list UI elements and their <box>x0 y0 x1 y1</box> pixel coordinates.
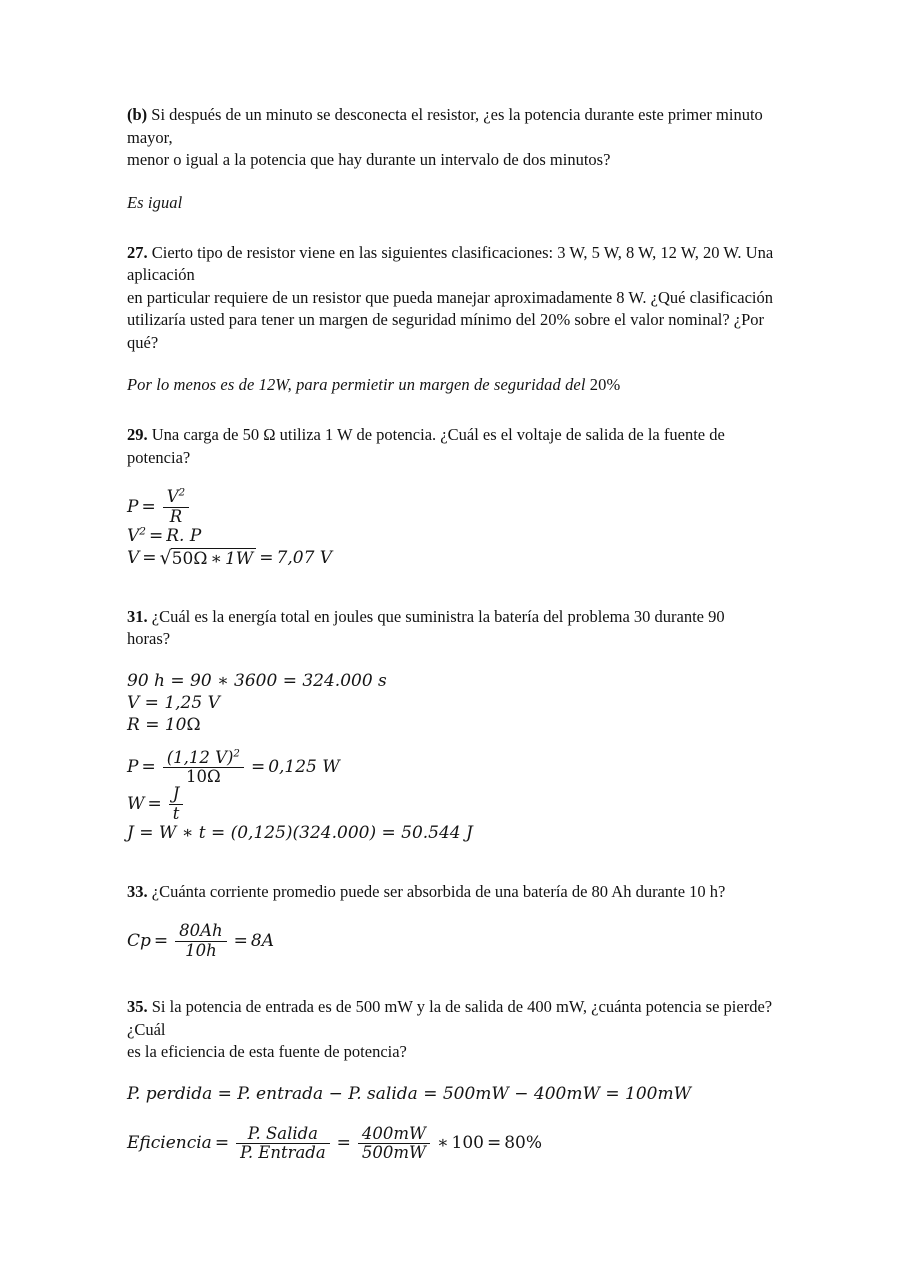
eq35-2-multiply: ∗ <box>436 1133 449 1154</box>
question-33 <box>127 881 779 904</box>
eq33-1-equals: = <box>153 930 169 951</box>
eq29-1-equals: = <box>141 496 156 517</box>
question-b <box>127 104 779 172</box>
eq29-1-num-exponent: 2 <box>178 487 186 499</box>
radical-sign: √ <box>159 546 172 569</box>
question-31-line1: ¿Cuál es la energía total en joules que suministra la batería del problema 30 durante 90 <box>147 606 725 626</box>
question-35-line2: es la eficiencia de esta fuente de potencia? <box>127 1042 407 1061</box>
eq29-3-equals2: = <box>259 547 274 568</box>
eq31-4-num-text: (1,12 V) <box>166 747 234 767</box>
eq35-2-equals: = <box>214 1133 230 1154</box>
question-35-line1: Si la potencia de entrada es de 500 mW y la de salida de 400 mW, ¿cuánta potencia se pierde? ¿Cuál <box>127 997 773 1039</box>
eq31-5-equals: = <box>147 793 162 814</box>
question-29-number: 29. <box>127 425 148 444</box>
equation-31-2 <box>127 693 779 715</box>
answer-b: Es igual <box>127 192 183 212</box>
equation-35-1 <box>127 1084 779 1106</box>
eq29-2-rhs: R. P <box>166 525 202 546</box>
eq31-6-text: J = W ∗ t = (0,125)(324.000) = 50.544 J <box>127 823 473 844</box>
equation-29-1 <box>127 489 779 526</box>
eq29-1-numerator <box>163 489 189 507</box>
eq29-3-equals: = <box>142 547 157 568</box>
eq29-3-radicand <box>171 548 257 570</box>
eq29-3-result: 7,07 V <box>276 547 333 568</box>
equation-35-group-2 <box>127 1123 779 1163</box>
eq35-2-fraction-1 <box>236 1123 330 1163</box>
question-33-number: 33. <box>127 881 148 901</box>
eq29-1-num-var: V <box>166 487 179 506</box>
eq31-4-den-num: 10 <box>185 767 207 787</box>
eq31-5-lhs: W <box>127 793 145 814</box>
answer-27-mid: , para permietir un margen de seguridad del <box>287 375 590 394</box>
eq35-1-text: P. perdida = P. entrada − P. salida = 500mW − 400mW = 100mW <box>127 1083 692 1104</box>
eq29-1-denominator: R <box>163 507 189 526</box>
answer-27-pre: Por lo menos es de <box>127 375 259 394</box>
equation-35-2 <box>127 1123 779 1163</box>
eq31-4-numerator <box>163 747 244 768</box>
ohm-symbol: Ω <box>193 548 208 569</box>
eq33-1-equals2: = <box>233 930 248 951</box>
question-31-line2: horas? <box>127 629 171 649</box>
equation-31-3 <box>127 715 779 737</box>
document-content <box>127 104 779 1162</box>
eq35-2-equals2: = <box>336 1133 351 1154</box>
eq35-2-result: 80% <box>504 1133 543 1154</box>
question-35 <box>127 996 779 1064</box>
eq31-5-numerator: J <box>172 784 180 804</box>
eq35-2-numerator-2: 400mW <box>361 1123 426 1143</box>
eq29-3-rad-a: 50 <box>171 548 194 569</box>
eq31-3-text: R = 10 <box>127 714 187 735</box>
answer-27-value1: 12W <box>258 375 288 394</box>
equation-31-group-b <box>127 747 779 845</box>
question-35-number: 35. <box>127 997 148 1016</box>
eq31-4-lhs: P <box>127 757 139 778</box>
eq35-2-denominator-2: 500mW <box>358 1143 430 1162</box>
eq31-4-num-exponent: 2 <box>233 748 240 760</box>
equation-29-3 <box>127 548 779 570</box>
equation-31-6 <box>127 823 779 845</box>
eq33-1-numerator: 80Ah <box>179 921 223 941</box>
question-29-line2: potencia? <box>127 447 191 467</box>
eq29-2-lhs <box>127 527 146 547</box>
equation-31-group-a <box>127 671 779 737</box>
question-b-label: (b) <box>127 105 148 124</box>
eq29-3-rad-b: 1W <box>224 548 254 569</box>
eq33-1-denominator: 10h <box>175 941 227 960</box>
question-31-number: 31. <box>127 606 148 626</box>
eq29-2-lhs-exponent: 2 <box>139 525 146 538</box>
equation-31-1 <box>127 671 779 693</box>
eq31-4-result: 0,125 W <box>268 757 340 778</box>
eq29-3-lhs: V <box>127 547 140 568</box>
equation-33-group <box>127 923 779 960</box>
eq29-3-rad-op: ∗ <box>210 548 222 569</box>
question-b-line2: mayor, <box>127 127 173 147</box>
eq35-2-lhs: Eficiencia <box>127 1133 212 1154</box>
equation-33-1 <box>127 923 779 960</box>
eq33-1-lhs: Cp <box>127 930 151 951</box>
eq33-1-fraction <box>175 923 227 960</box>
equation-29-2 <box>127 526 779 548</box>
eq31-4-equals2: = <box>250 757 266 778</box>
eq35-2-factor: 100 <box>451 1133 484 1154</box>
eq31-4-fraction <box>163 747 244 787</box>
question-b-line3: menor o igual a la potencia que hay durante un intervalo de dos minutos? <box>127 150 611 169</box>
answer-27-value2: 20% <box>589 375 621 394</box>
question-27-number: 27. <box>127 242 148 262</box>
ohm-symbol: Ω <box>186 714 201 735</box>
eq35-2-numerator-1: P. Salida <box>247 1123 318 1143</box>
question-33-line1: ¿Cuánta corriente promedio puede ser absorbida de una batería de 80 Ah durante 10 h? <box>147 881 726 901</box>
question-27-line2: en particular requiere de un resistor que pueda manejar aproximadamente 8 W. ¿Qué clasificación <box>127 287 773 307</box>
eq35-2-fraction-2 <box>358 1123 430 1163</box>
eq29-1-lhs: P <box>127 496 139 517</box>
question-27-line3: utilizaría usted para tener un margen de seguridad mínimo del 20% sobre el valor nominal? ¿Por qué? <box>127 310 765 352</box>
eq31-5-denominator: t <box>169 804 184 823</box>
question-b-line1: Si después de un minuto se desconecta el resistor, ¿es la potencia durante este primer minuto <box>147 105 763 124</box>
eq31-1-text: 90 h = 90 ∗ 3600 = 324.000 s <box>127 670 387 691</box>
question-29 <box>127 424 779 469</box>
eq29-1-fraction <box>163 489 189 526</box>
eq35-2-equals3: = <box>486 1133 502 1154</box>
eq29-2-lhs-var: V <box>127 525 140 546</box>
question-27-line1: Cierto tipo de resistor viene en las siguientes clasificaciones: 3 W, 5 W, 8 W, 12 W, 20 W. Una aplicación <box>127 242 774 284</box>
equation-29-group <box>127 489 779 570</box>
sqrt-icon <box>160 548 257 570</box>
question-29-line1: Una carga de 50 Ω utiliza 1 W de potencia. ¿Cuál es el voltaje de salida de la fuente de <box>147 425 725 444</box>
eq33-1-result: 8A <box>250 930 274 951</box>
question-27 <box>127 242 779 355</box>
eq31-2-text: V = 1,25 V <box>127 692 220 713</box>
question-31 <box>127 606 779 651</box>
equation-35-group <box>127 1084 779 1106</box>
equation-31-4 <box>127 747 779 787</box>
eq35-2-denominator-1: P. Entrada <box>236 1143 330 1162</box>
answer-27 <box>127 374 779 396</box>
eq31-4-equals: = <box>141 757 156 778</box>
eq29-2-equals: = <box>148 525 164 546</box>
equation-31-5 <box>127 786 779 823</box>
ohm-symbol: Ω <box>206 767 221 787</box>
eq31-5-fraction <box>169 786 184 823</box>
